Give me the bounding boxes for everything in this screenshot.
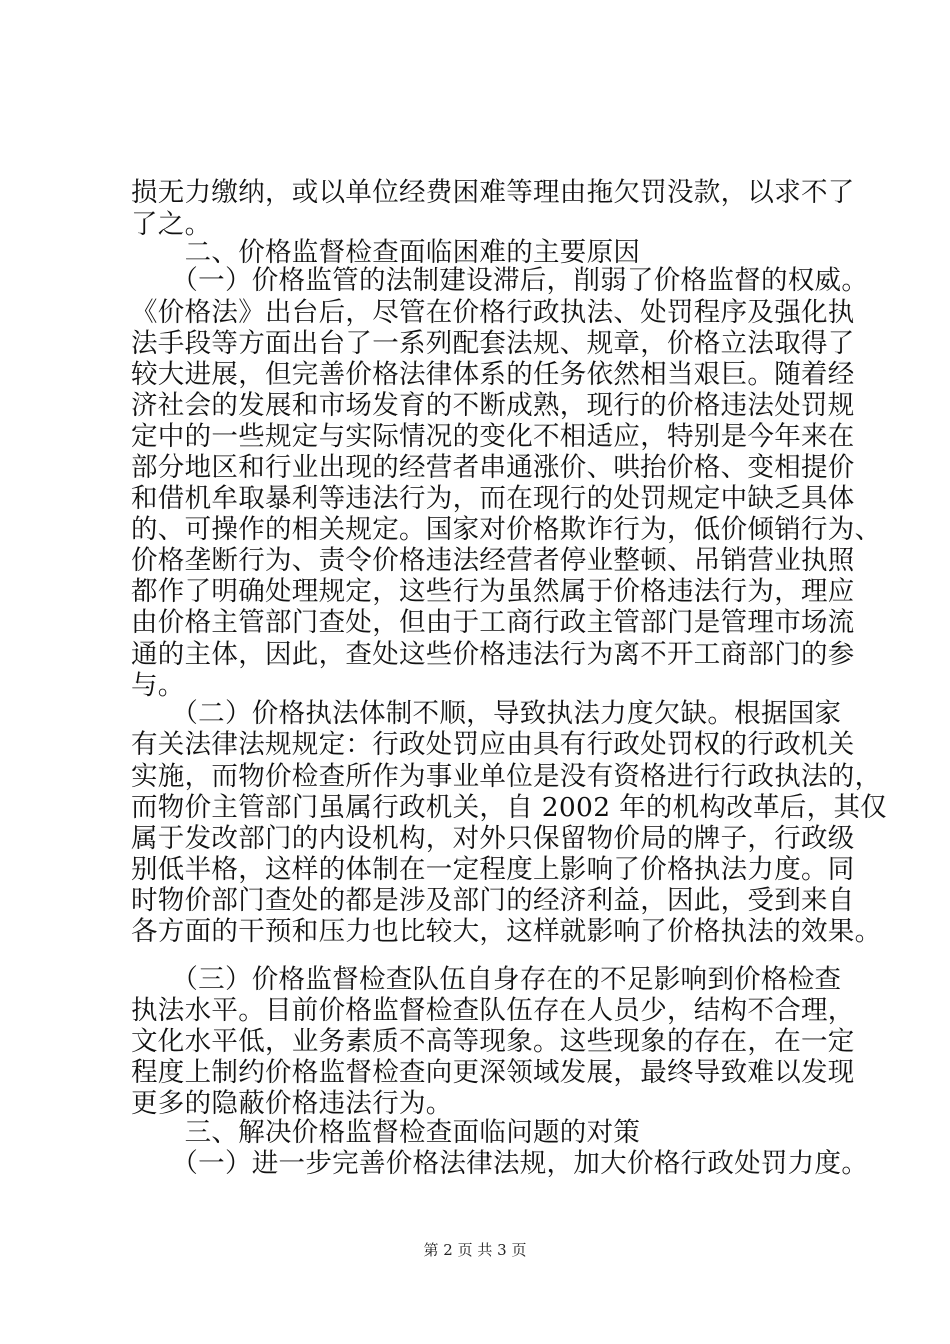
text-line: 济社会的发展和市场发育的不断成熟，现行的价格违法处罚规 — [131, 390, 855, 421]
text-line: 由价格主管部门查处，但由于工商行政主管部门是管理市场流 — [131, 607, 855, 638]
text-line: 有关法律法规规定：行政处罚应由具有行政处罚权的行政机关 — [131, 729, 855, 760]
text-line: 实施，而物价检查所作为事业单位是没有资格进行行政执法的， — [131, 761, 882, 792]
text-line: 部分地区和行业出现的经营者串通涨价、哄抬价格、变相提价 — [131, 452, 855, 483]
text-line: 《价格法》出台后，尽管在价格行政执法、处罚程序及强化执 — [131, 297, 855, 328]
subsection-heading: （一）进一步完善价格法律法规，加大价格行政处罚力度。 — [131, 1148, 869, 1179]
subsection-heading: （三）价格监督检查队伍自身存在的不足影响到价格检查 — [131, 964, 842, 995]
text-line: 而物价主管部门虽属行政机关，自 2002 年的机构改革后，其仅 — [131, 792, 888, 823]
page-number-footer: 第 2 页 共 3 页 — [423, 1241, 527, 1259]
text-line: 别低半格，这样的体制在一定程度上影响了价格执法力度。同 — [131, 854, 855, 885]
text-line: 定中的一些规定与实际情况的变化不相适应，特别是今年来在 — [131, 421, 855, 452]
text-line: 损无力缴纳，或以单位经费困难等理由拖欠罚没款，以求不了 — [131, 177, 855, 208]
text-line: 都作了明确处理规定，这些行为虽然属于价格违法行为，理应 — [131, 576, 855, 607]
text-line: 属于发改部门的内设机构，对外只保留物价局的牌子，行政级 — [131, 823, 855, 854]
text-line: 通的主体，因此，查处这些价格违法行为离不开工商部门的参 — [131, 639, 855, 670]
text-line: 和借机牟取暴利等违法行为，而在现行的处罚规定中缺乏具体 — [131, 483, 855, 514]
text-line: 法手段等方面出台了一系列配套法规、规章，价格立法取得了 — [131, 328, 855, 359]
text-line: 执法水平。目前价格监督检查队伍存在人员少，结构不合理， — [131, 995, 855, 1026]
text-line: 与。 — [131, 670, 185, 701]
text-line: 价格垄断行为、责令价格违法经营者停业整顿、吊销营业执照 — [131, 545, 855, 576]
text-line: 的、可操作的相关规定。国家对价格欺诈行为，低价倾销行为、 — [131, 514, 882, 545]
section-heading: 二、价格监督检查面临困难的主要原因 — [131, 237, 641, 268]
text-line: 更多的隐蔽价格违法行为。 — [131, 1088, 453, 1119]
text-line: 文化水平低，业务素质不高等现象。这些现象的存在，在一定 — [131, 1026, 855, 1057]
text-line: 各方面的干预和压力也比较大，这样就影响了价格执法的效果。 — [131, 916, 882, 947]
subsection-heading: （一）价格监管的法制建设滞后，削弱了价格监督的权威。 — [131, 265, 869, 296]
text-line: 了之。 — [131, 209, 212, 240]
subsection-heading: （二）价格执法体制不顺，导致执法力度欠缺。根据国家 — [131, 698, 842, 729]
text-line: 较大进展，但完善价格法律体系的任务依然相当艰巨。随着经 — [131, 359, 855, 390]
section-heading: 三、解决价格监督检查面临问题的对策 — [131, 1117, 641, 1148]
text-line: 程度上制约价格监督检查向更深领域发展，最终导致难以发现 — [131, 1057, 855, 1088]
text-line: 时物价部门查处的都是涉及部门的经济利益，因此，受到来自 — [131, 885, 855, 916]
